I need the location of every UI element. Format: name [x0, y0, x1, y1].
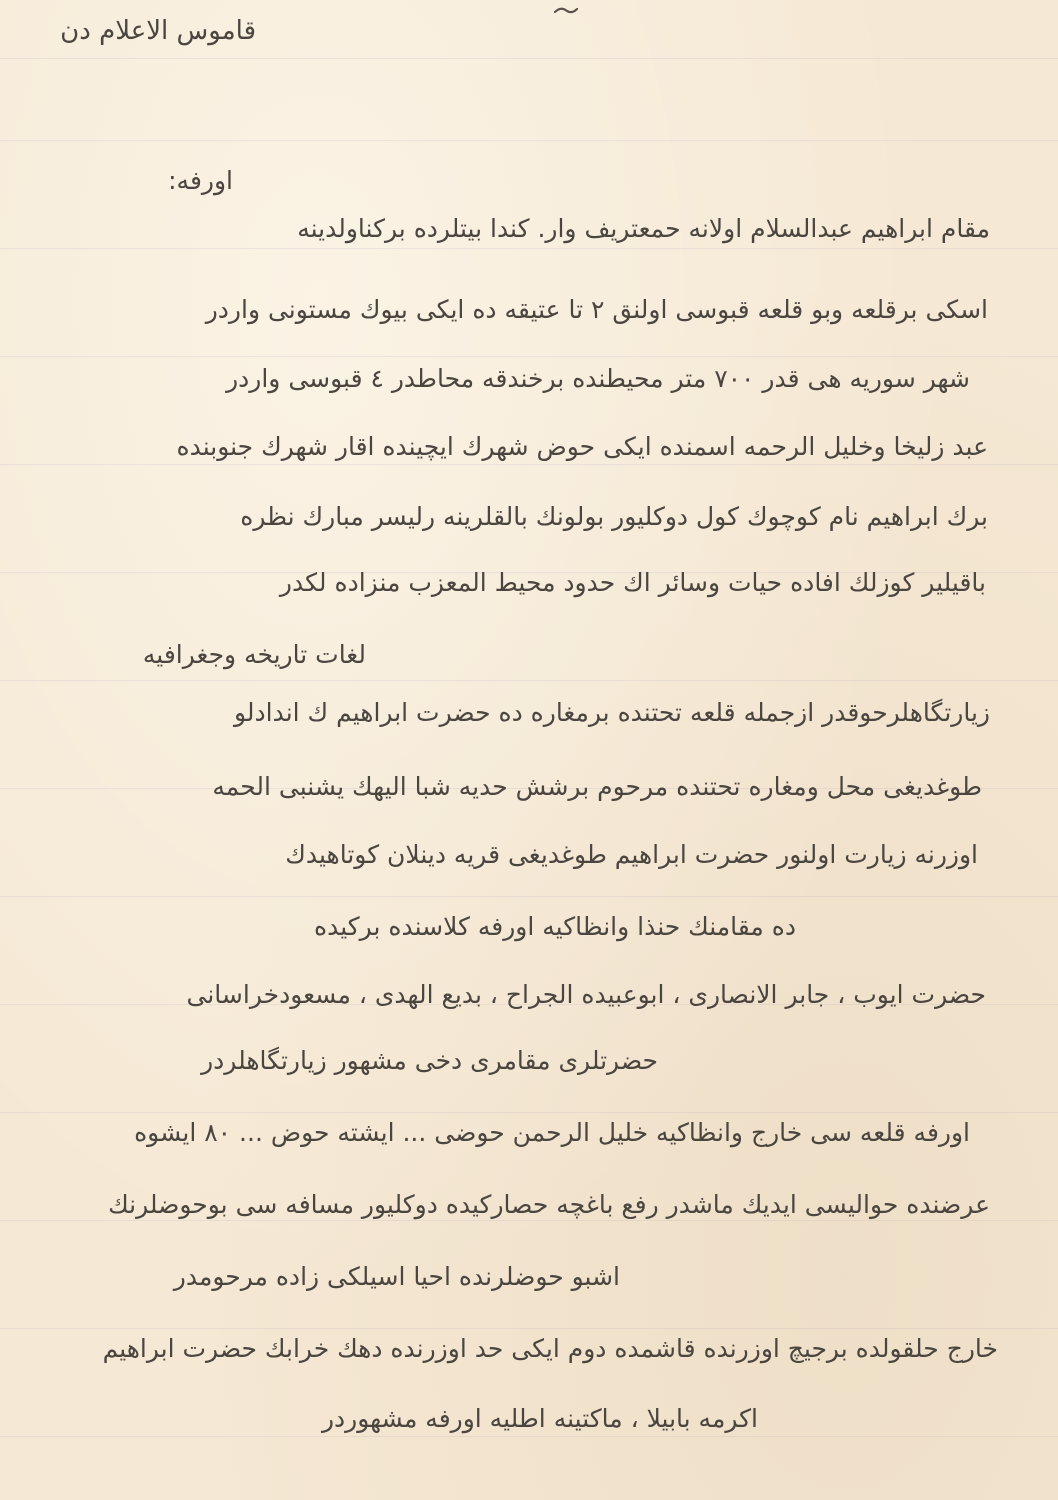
manuscript-line-6: باقیلیر کوزلك افاده حیات وسائر اك حدود محیط المعزب منزاده لکدر [279, 568, 986, 597]
ruled-line [0, 896, 1058, 897]
manuscript-line-9: طوغدیغی محل ومغاره تحتنده مرحوم برشش حدیه شبا الیهك یشنبی الحمه [212, 772, 982, 801]
ruled-line [0, 248, 1058, 249]
manuscript-line-4: عبد زلیخا وخلیل الرحمه اسمنده ایکی حوض شهرك ایچینده اقار شهرك جنوبنده [176, 432, 988, 461]
manuscript-line-7: لغات تاریخه وجغرافیه [142, 640, 366, 669]
manuscript-line-8: زیارتگاهلرحوقدر ازجمله قلعه تحتنده برمغاره ده حضرت ابراهیم ك اندادلو [233, 698, 990, 727]
ruled-line [0, 1436, 1058, 1437]
ruled-line [0, 356, 1058, 357]
ruled-line [0, 58, 1058, 59]
document-title: قاموس الاعلام دن [60, 16, 256, 46]
manuscript-line-11: ده مقامنك حنذا وانظاکیه اورفه کلاسنده برکیده [314, 912, 796, 941]
manuscript-line-14: اورفه قلعه سی خارج وانظاکیه خلیل الرحمن حوضی ... ایشته حوض ... ۸۰ ایشوه [134, 1118, 970, 1147]
manuscript-line-2: اسکی برقلعه وبو قلعه قبوسی اولنق ۲ تا عتیقه ده ایکی بیوك مستونی واردر [205, 295, 988, 324]
section-heading: اورفه: [168, 166, 233, 195]
manuscript-line-17: خارج حلقولده برجیچ اوزرنده قاشمده دوم ایکی حد اوزرنده دهك خرابك حضرت ابراهیم [102, 1334, 998, 1363]
manuscript-line-12: حضرت ایوب ، جابر الانصاری ، ابوعبیده الجراح ، بدیع الهدی ، مسعودخراسانی [186, 980, 986, 1009]
ruled-line [0, 140, 1058, 141]
manuscript-line-15: عرضنده حوالیسی ایدیك ماشدر رفع باغچه حصارکیده دوکلیور مسافه سی بوحوضلرنك [108, 1190, 990, 1219]
ruled-line [0, 680, 1058, 681]
manuscript-line-13: حضرتلری مقامری دخی مشهور زیارتگاهلردر [201, 1046, 658, 1075]
manuscript-line-3: شهر سوریه هی قدر ۷۰۰ متر محیطنده برخندقه محاطدر ٤ قبوسی واردر [226, 364, 970, 393]
ruled-line [0, 1220, 1058, 1221]
ruled-line [0, 1328, 1058, 1329]
manuscript-line-5: برك ابراهیم نام کوچوك کول دوکلیور بولونك بالقلرینه رلیسر مبارك نظره [240, 502, 988, 531]
manuscript-line-16: اشبو حوضلرنده احیا اسیلکی زاده مرحومدر [173, 1262, 620, 1291]
manuscript-line-1: مقام ابراهیم عبدالسلام اولانه حمعتریف وار. کندا بیتلرده برکناولدینه [297, 214, 990, 243]
ruled-line [0, 1112, 1058, 1113]
ruled-line [0, 464, 1058, 465]
manuscript-line-18: اکرمه بابیلا ، ماکتینه اطلیه اورفه مشهوردر [321, 1404, 758, 1433]
ink-smudge-mark [553, 4, 579, 16]
manuscript-line-10: اوزرنه زیارت اولنور حضرت ابراهیم طوغدیغی قریه دینلان کوتاهیدك [285, 840, 978, 869]
